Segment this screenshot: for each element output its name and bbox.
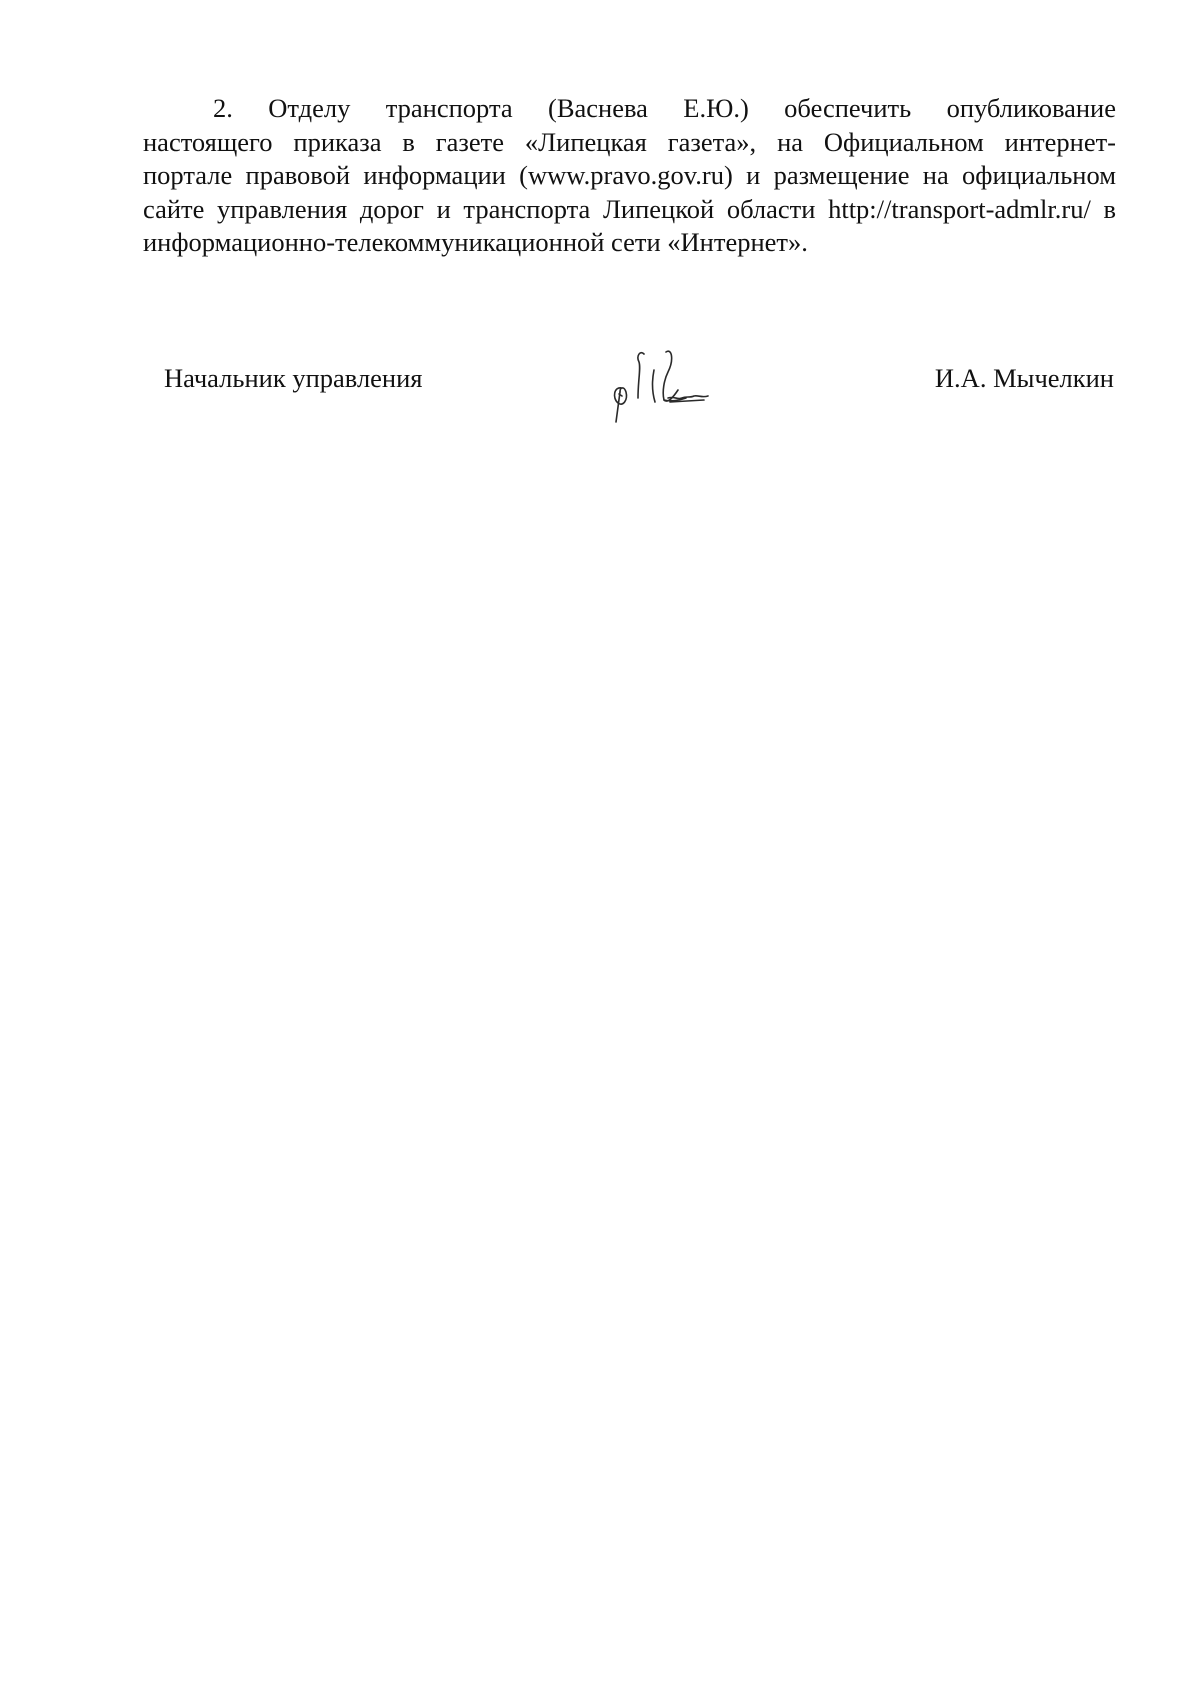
paragraph-item-2: [143, 92, 1116, 260]
paragraph-line: настоящего приказа в газете «Липецкая газета», на Официальном интернет-: [143, 126, 1116, 157]
handwritten-signature-icon: [608, 340, 718, 430]
paragraph-line: портале правовой информации (www.pravo.gov.ru) и размещение на официальном: [143, 160, 1116, 190]
paragraph-line: сайте управления дорог и транспорта Липецкой области http://transport-admlr.ru/ в: [143, 193, 1116, 224]
signer-name: И.А. Мычелкин: [934, 363, 1114, 393]
signature-block: [0, 362, 1200, 422]
paragraph-line: информационно-телекоммуникационной сети «Интернет».: [143, 227, 808, 257]
signer-position: Начальник управления: [164, 363, 423, 393]
paragraph-line: 2. Отделу транспорта (Васнева Е.Ю.) обеспечить опубликование: [213, 93, 1116, 123]
